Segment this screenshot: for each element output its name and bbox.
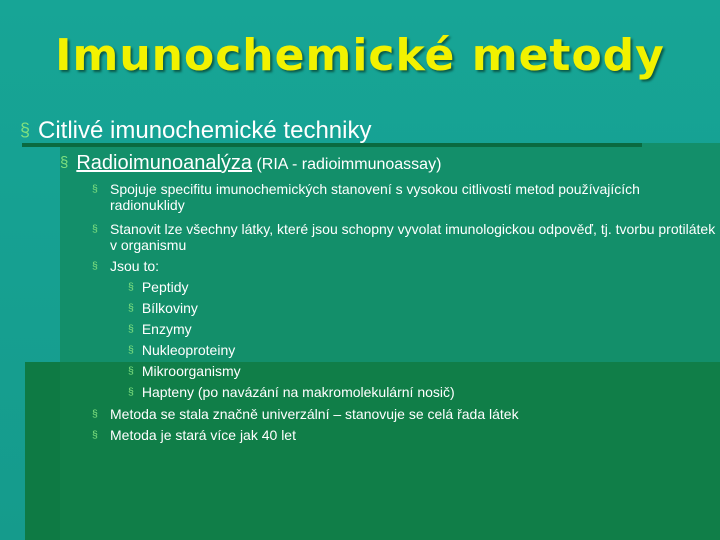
list-item-text: Spojuje specifitu imunochemických stanovení s vysokou citlivostí metod používajících radionuklidy	[110, 181, 640, 213]
sub-list-item-text: Peptidy	[141, 279, 189, 295]
bullet-icon: §	[92, 183, 98, 195]
level1-text: Citlivé imunochemické techniky	[38, 117, 372, 144]
sub-list-item	[128, 363, 241, 379]
bullet-icon: §	[128, 281, 134, 293]
list-item	[92, 406, 717, 422]
bullet-icon: §	[128, 302, 134, 314]
sub-list-item-text: Hapteny (po navázání na makromolekulární nosič)	[141, 384, 455, 400]
bullet-icon: §	[92, 408, 98, 420]
bullet-icon: §	[92, 223, 98, 235]
sub-list-item	[128, 279, 189, 295]
slide-title: Imunochemické metody	[55, 30, 665, 81]
list-item	[92, 181, 717, 213]
sub-list-item-text: Enzymy	[141, 321, 192, 337]
level2-main-text: Radioimunoanalýza	[76, 152, 253, 174]
sub-list-item	[128, 321, 192, 337]
list-item	[92, 427, 717, 443]
sub-list-item	[128, 384, 455, 400]
sub-list-item	[128, 300, 198, 316]
bullet-icon: §	[60, 154, 69, 171]
bullet-icon: §	[128, 344, 134, 356]
bullet-icon: §	[128, 386, 134, 398]
level2-item	[60, 152, 441, 175]
list-item-text: Metoda je stará více jak 40 let	[110, 427, 296, 443]
bullet-icon: §	[128, 365, 134, 377]
list-item-text: Jsou to:	[110, 258, 160, 274]
sub-list-item-text: Mikroorganismy	[141, 363, 241, 379]
bullet-icon: §	[92, 429, 98, 441]
list-item	[92, 258, 717, 274]
list-item-text: Stanovit lze všechny látky, které jsou schopny vyvolat imunologickou odpověď, tj. tvorbu protilátek v organismu	[110, 221, 716, 253]
level2-paren-text: (RIA - radioimmunoassay)	[252, 156, 442, 173]
sub-list-item	[128, 342, 235, 358]
list-item	[92, 221, 717, 253]
level1-item	[20, 117, 371, 145]
sub-list-item-text: Nukleoproteiny	[141, 342, 236, 358]
list-item-text: Metoda se stala značně univerzální – stanovuje se celá řada látek	[110, 406, 519, 422]
sub-list-item-text: Bílkoviny	[141, 300, 198, 316]
bullet-icon: §	[128, 323, 134, 335]
bullet-icon: §	[20, 120, 31, 140]
bullet-icon: §	[92, 260, 98, 272]
